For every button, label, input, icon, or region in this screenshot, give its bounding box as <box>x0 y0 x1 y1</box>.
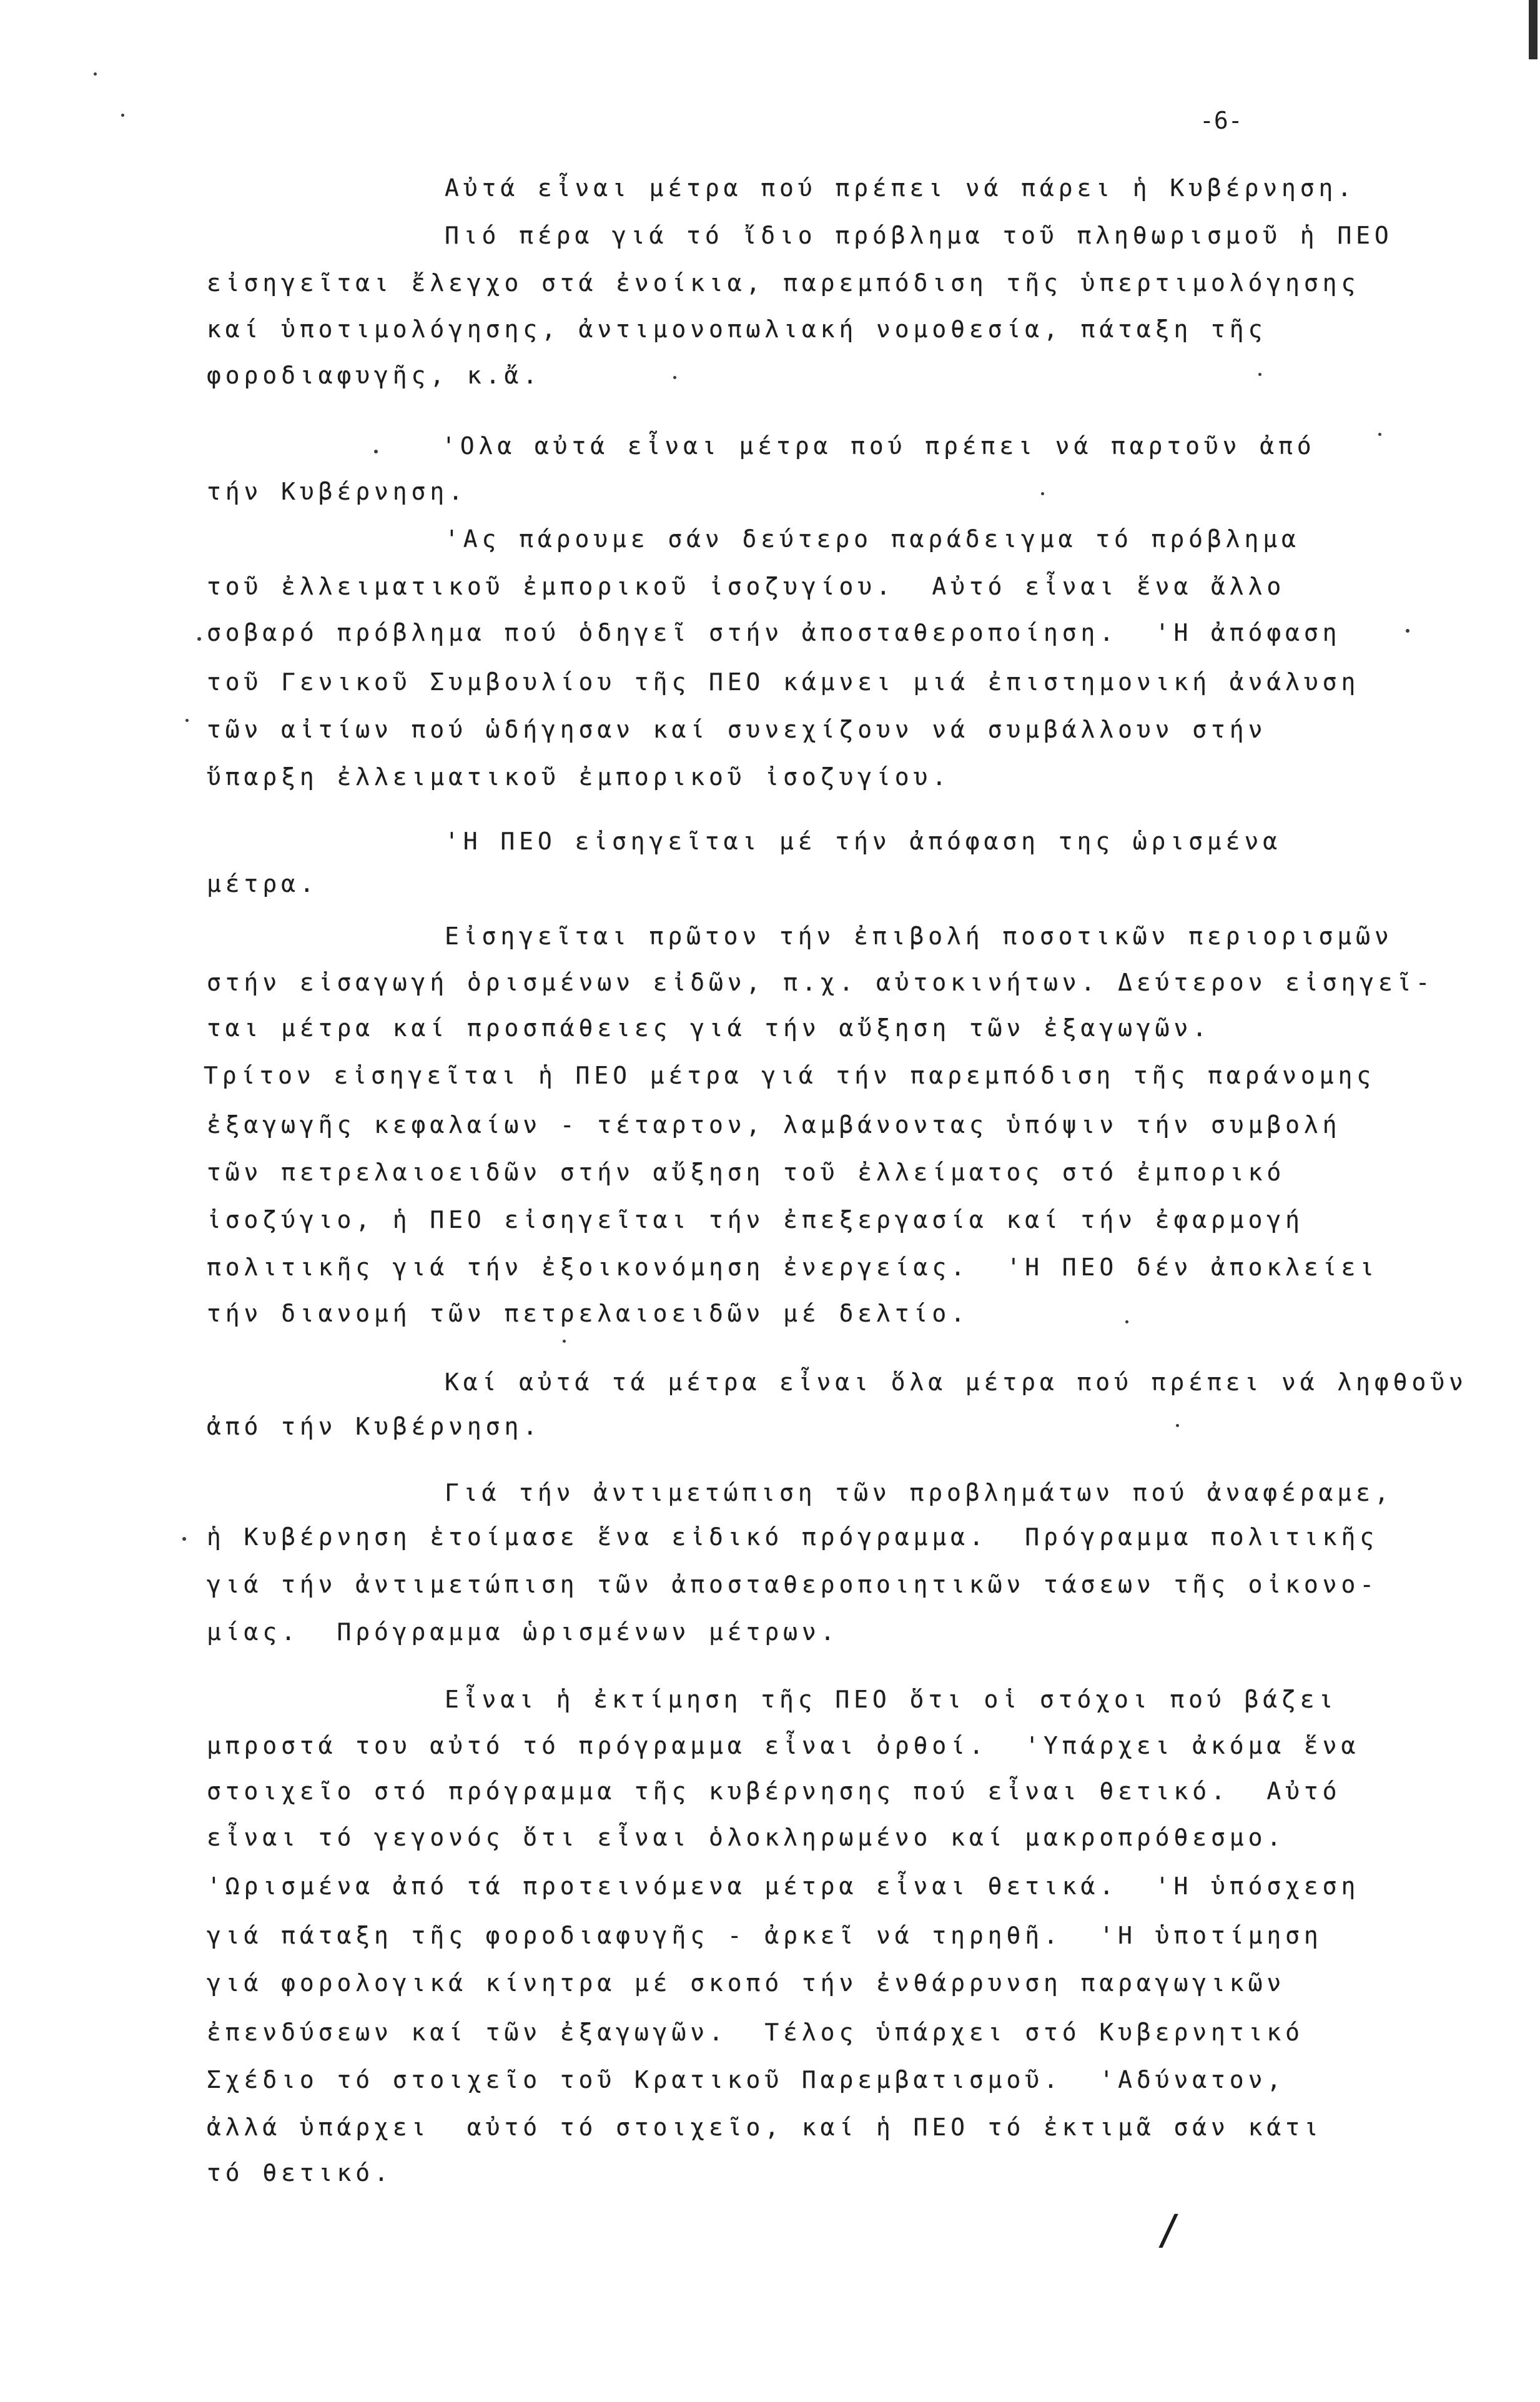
text-line: μπροστά του αὐτό τό πρόγραμμα εἶναι ὀρθοί. 'Υπάρχει ἀκόμα ἕνα <box>207 1732 1360 1759</box>
text-line: ὕπαρξη ἐλλειματικοῦ ἐμπορικοῦ ἰσοζυγίου. <box>207 763 951 791</box>
end-slash-mark: / <box>1157 2206 1182 2254</box>
text-line: τό θετικό. <box>207 2159 393 2187</box>
text-line: τοῦ ἐλλειματικοῦ ἐμπορικοῦ ἰσοζυγίου. Αὐτό εἶναι ἕνα ἄλλο <box>207 573 1286 600</box>
scan-speck <box>94 72 97 76</box>
text-line: ἀλλά ὑπάρχει αὐτό τό στοιχεῖο, καί ἡ ΠΕΟ τό ἐκτιμᾶ σάν κάτι <box>207 2113 1323 2141</box>
scan-edge-shadow <box>1529 0 1538 59</box>
text-line: τῶν αἰτίων πού ὡδήγησαν καί συνεχίζουν νά συμβάλλουν στήν <box>207 716 1267 743</box>
scan-speck <box>197 637 201 641</box>
scan-speck <box>1176 1424 1179 1427</box>
text-line: Γιά τήν ἀντιμετώπιση τῶν προβλημάτων πού ἀναφέραμε, <box>445 1479 1393 1506</box>
text-line: Εἶναι ἡ ἐκτίμηση τῆς ΠΕΟ ὅτι οἱ στόχοι πού βάζει <box>445 1686 1338 1713</box>
text-line: γιά πάταξη τῆς φοροδιαφυγῆς - ἀρκεῖ νά τηρηθῆ. 'Η ὑποτίμηση <box>207 1922 1323 1949</box>
text-line: στοιχεῖο στό πρόγραμμα τῆς κυβέρνησης πού εἶναι θετικό. Αὐτό <box>207 1777 1341 1805</box>
text-line: τοῦ Γενικοῦ Συμβουλίου τῆς ΠΕΟ κάμνει μιά ἐπιστημονική ἀνάλυση <box>207 668 1360 696</box>
text-line: 'Ολα αὐτά εἶναι μέτρα πού πρέπει νά παρτοῦν ἀπό <box>442 432 1316 460</box>
text-line: μέτρα. <box>207 870 318 897</box>
text-line: ἀπό τήν Κυβέρνηση. <box>207 1413 542 1440</box>
text-line: Αὐτά εἶναι μέτρα πού πρέπει νά πάρει ἡ Κυβέρνηση. <box>445 174 1356 202</box>
text-line: τήν Κυβέρνηση. <box>207 478 467 505</box>
scan-speck <box>1258 373 1261 376</box>
text-line: καί ὑποτιμολόγησης, ἀντιμονοπωλιακή νομοθεσία, πάταξη τῆς <box>207 315 1267 343</box>
scan-speck <box>563 1340 566 1343</box>
scan-speck <box>1041 492 1044 495</box>
text-line: ἰσοζύγιο, ἡ ΠΕΟ εἰσηγεῖται τήν ἐπεξεργασία καί τήν ἐφαρμογή <box>207 1206 1304 1233</box>
text-line: τῶν πετρελαιοειδῶν στήν αὔξηση τοῦ ἐλλείματος στό ἐμπορικό <box>207 1159 1286 1186</box>
text-line: 'Η ΠΕΟ εἰσηγεῖται μέ τήν ἀπόφαση της ὡρισμένα <box>445 828 1282 855</box>
scan-speck <box>185 719 189 722</box>
text-line: Τρίτον εἰσηγεῖται ἡ ΠΕΟ μέτρα γιά τήν παρεμπόδιση τῆς παράνομης <box>204 1062 1376 1089</box>
text-line: φοροδιαφυγῆς, κ.ἄ. <box>207 362 542 389</box>
scan-speck <box>1378 433 1381 436</box>
text-line: ἐπενδύσεων καί τῶν ἐξαγωγῶν. Τέλος ὑπάρχει στό Κυβερνητικό <box>207 2019 1304 2046</box>
text-line: ται μέτρα καί προσπάθειες γιά τήν αὔξηση τῶν ἐξαγωγῶν. <box>207 1014 1212 1042</box>
text-line: σοβαρό πρόβλημα πού ὁδηγεῖ στήν ἀποσταθεροποίηση. 'Η ἀπόφαση <box>207 619 1341 646</box>
text-line: Καί αὐτά τά μέτρα εἶναι ὅλα μέτρα πού πρέπει νά ληφθοῦν <box>445 1368 1468 1396</box>
page-number: -6- <box>1200 107 1243 134</box>
text-line: γιά τήν ἀντιμετώπιση τῶν ἀποσταθεροποιητικῶν τάσεων τῆς οἰκονο- <box>207 1571 1379 1598</box>
scan-speck <box>1125 1320 1128 1323</box>
text-line: Εἰσηγεῖται πρῶτον τήν ἐπιβολή ποσοτικῶν περιορισμῶν <box>445 922 1393 950</box>
text-line: 'Ωρισμένα ἀπό τά προτεινόμενα μέτρα εἶναι θετικά. 'Η ὑπόσχεση <box>207 1872 1360 1900</box>
text-line: ἐξαγωγῆς κεφαλαίων - τέταρτον, λαμβάνοντας ὑπόψιν τήν συμβολή <box>207 1111 1341 1139</box>
text-line: στήν εἰσαγωγή ὁρισμένων εἰδῶν, π.χ. αὐτοκινήτων. Δεύτερον εἰσηγεῖ- <box>207 969 1434 996</box>
scan-speck <box>374 450 378 453</box>
text-line: Πιό πέρα γιά τό ἴδιο πρόβλημα τοῦ πληθωρισμοῦ ἡ ΠΕΟ <box>445 222 1393 249</box>
text-line: εἰσηγεῖται ἔλεγχο στά ἐνοίκια, παρεμπόδιση τῆς ὑπερτιμολόγησης <box>207 269 1360 297</box>
scan-speck <box>673 376 676 379</box>
text-line: γιά φορολογικά κίνητρα μέ σκοπό τήν ἐνθάρρυνση παραγωγικῶν <box>207 1969 1286 1997</box>
scan-speck <box>182 1537 186 1541</box>
text-line: πολιτικῆς γιά τήν ἐξοικονόμηση ἐνεργείας. 'Η ΠΕΟ δέν ἀποκλείει <box>207 1253 1379 1281</box>
scan-speck <box>1406 629 1409 633</box>
text-line: Σχέδιο τό στοιχεῖο τοῦ Κρατικοῦ Παρεμβατισμοῦ. 'Αδύνατον, <box>207 2066 1286 2093</box>
text-line: τήν διανομή τῶν πετρελαιοειδῶν μέ δελτίο. <box>207 1300 969 1327</box>
text-line: μίας. Πρόγραμμα ὡρισμένων μέτρων. <box>207 1618 839 1646</box>
text-line: εἶναι τό γεγονός ὅτι εἶναι ὁλοκληρωμένο καί μακροπρόθεσμο. <box>207 1824 1286 1851</box>
text-line: ἡ Κυβέρνηση ἑτοίμασε ἕνα εἰδικό πρόγραμμα. Πρόγραμμα πολιτικῆς <box>207 1523 1379 1551</box>
text-line: 'Ας πάρουμε σάν δεύτερο παράδειγμα τό πρόβλημα <box>445 525 1300 553</box>
scan-speck <box>121 114 124 117</box>
